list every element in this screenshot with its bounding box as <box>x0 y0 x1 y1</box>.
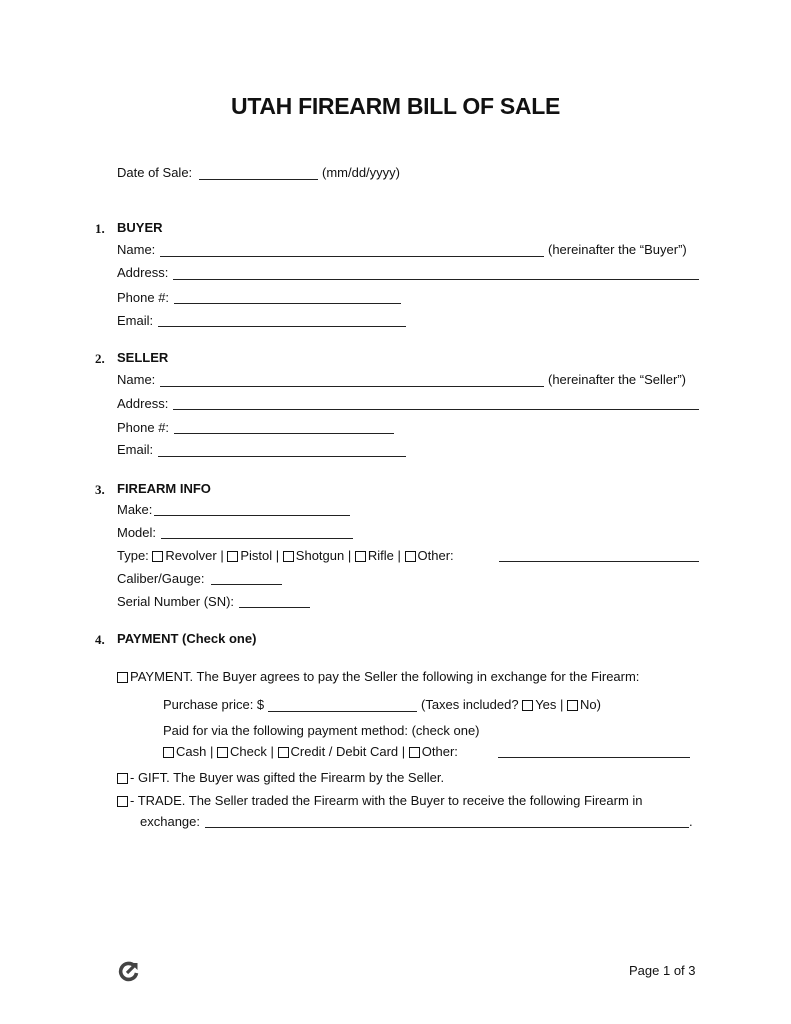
taxes-row <box>421 697 601 713</box>
buyer-name-field[interactable] <box>160 256 544 257</box>
method-other-label: Other: <box>421 744 458 759</box>
buyer-phone-field[interactable] <box>174 303 401 304</box>
buyer-address-field[interactable] <box>173 279 699 280</box>
gift-option-label: - GIFT. The Buyer was gifted the Firearm by the Seller. <box>130 770 445 785</box>
buyer-address-label: Address: <box>117 265 169 280</box>
trade-option-label: - TRADE. The Seller traded the Firearm with the Buyer to receive the following Firearm in <box>130 793 643 808</box>
separator: | <box>397 548 401 563</box>
firearm-type-label: Type: <box>117 548 149 563</box>
method-other-field[interactable] <box>498 757 690 758</box>
method-card-checkbox[interactable] <box>278 747 289 758</box>
payment-section-number: 4. <box>95 632 105 647</box>
date-format-hint: (mm/dd/yyyy) <box>322 165 400 180</box>
exchange-field[interactable] <box>205 827 689 828</box>
type-revolver-checkbox[interactable] <box>152 551 163 562</box>
firearm-type-row <box>117 548 454 564</box>
buyer-name-suffix: (hereinafter the “Buyer”) <box>548 242 687 257</box>
type-shotgun-checkbox[interactable] <box>283 551 294 562</box>
method-other-checkbox[interactable] <box>409 747 420 758</box>
payment-heading: PAYMENT (Check one) <box>117 631 257 646</box>
payment-method-row <box>163 744 458 760</box>
firearm-model-label: Model: <box>117 525 157 540</box>
buyer-section-number: 1. <box>95 221 105 236</box>
taxes-label: (Taxes included? <box>421 697 519 712</box>
firearm-heading: FIREARM INFO <box>117 481 211 496</box>
taxes-no-checkbox[interactable] <box>567 700 578 711</box>
date-of-sale-field[interactable] <box>199 179 318 180</box>
separator: | <box>209 744 214 759</box>
buyer-email-field[interactable] <box>158 326 406 327</box>
trade-option-row <box>117 793 643 809</box>
purchase-price-label: Purchase price: $ <box>163 697 265 712</box>
separator: | <box>270 744 274 759</box>
seller-name-label: Name: <box>117 372 156 387</box>
seller-name-field[interactable] <box>160 386 544 387</box>
caliber-field[interactable] <box>211 584 282 585</box>
method-check-checkbox[interactable] <box>217 747 228 758</box>
exchange-label: exchange: <box>140 814 200 829</box>
type-rifle-label: Rifle <box>367 548 394 563</box>
seller-phone-field[interactable] <box>174 433 394 434</box>
firearm-model-field[interactable] <box>161 538 353 539</box>
payment-option-label: PAYMENT. The Buyer agrees to pay the Seller the following in exchange for the Firearm: <box>130 669 640 684</box>
purchase-price-field[interactable] <box>268 711 417 712</box>
brand-logo-icon <box>118 960 140 982</box>
taxes-yes-checkbox[interactable] <box>522 700 533 711</box>
seller-phone-label: Phone #: <box>117 420 170 435</box>
payment-option-row <box>117 669 639 685</box>
method-cash-label: Cash <box>176 744 207 759</box>
firearm-make-field[interactable] <box>154 515 350 516</box>
firearm-section-number: 3. <box>95 482 105 497</box>
buyer-email-label: Email: <box>117 313 154 328</box>
seller-name-suffix: (hereinafter the “Seller”) <box>548 372 686 387</box>
separator: | <box>220 548 224 563</box>
page-title: UTAH FIREARM BILL OF SALE <box>231 93 560 119</box>
gift-option-row <box>117 770 444 786</box>
buyer-name-label: Name: <box>117 242 156 257</box>
type-pistol-checkbox[interactable] <box>227 551 238 562</box>
type-other-field[interactable] <box>499 561 699 562</box>
type-other-label: Other: <box>417 548 454 563</box>
serial-number-label: Serial Number (SN): <box>117 594 235 609</box>
type-pistol-label: Pistol <box>240 548 273 563</box>
separator: | <box>347 548 352 563</box>
type-revolver-label: Revolver <box>165 548 217 563</box>
exchange-end: . <box>689 814 693 829</box>
payment-method-label: Paid for via the following payment method: (check one) <box>163 723 480 738</box>
page-number: Page 1 of 3 <box>629 963 696 978</box>
seller-email-label: Email: <box>117 442 154 457</box>
method-cash-checkbox[interactable] <box>163 747 174 758</box>
taxes-yes-label: Yes <box>535 697 557 712</box>
buyer-heading: BUYER <box>117 220 163 235</box>
firearm-make-label: Make: <box>117 502 153 517</box>
method-check-label: Check <box>230 744 267 759</box>
method-card-label: Credit / Debit Card <box>290 744 399 759</box>
date-of-sale-label: Date of Sale: <box>117 165 193 180</box>
seller-section-number: 2. <box>95 351 105 366</box>
trade-option-checkbox[interactable] <box>117 796 128 807</box>
date-of-sale-row <box>117 165 192 181</box>
separator: | <box>275 548 280 563</box>
separator: | <box>401 744 406 759</box>
payment-option-checkbox[interactable] <box>117 672 128 683</box>
gift-option-checkbox[interactable] <box>117 773 128 784</box>
seller-address-label: Address: <box>117 396 169 411</box>
buyer-phone-label: Phone #: <box>117 290 170 305</box>
seller-address-field[interactable] <box>173 409 699 410</box>
serial-number-field[interactable] <box>239 607 310 608</box>
type-other-checkbox[interactable] <box>405 551 416 562</box>
caliber-label: Caliber/Gauge: <box>117 571 205 586</box>
seller-heading: SELLER <box>117 350 169 365</box>
seller-email-field[interactable] <box>158 456 406 457</box>
taxes-no-label: No) <box>580 697 601 712</box>
type-shotgun-label: Shotgun <box>295 548 345 563</box>
type-rifle-checkbox[interactable] <box>355 551 366 562</box>
separator: | <box>560 697 564 712</box>
